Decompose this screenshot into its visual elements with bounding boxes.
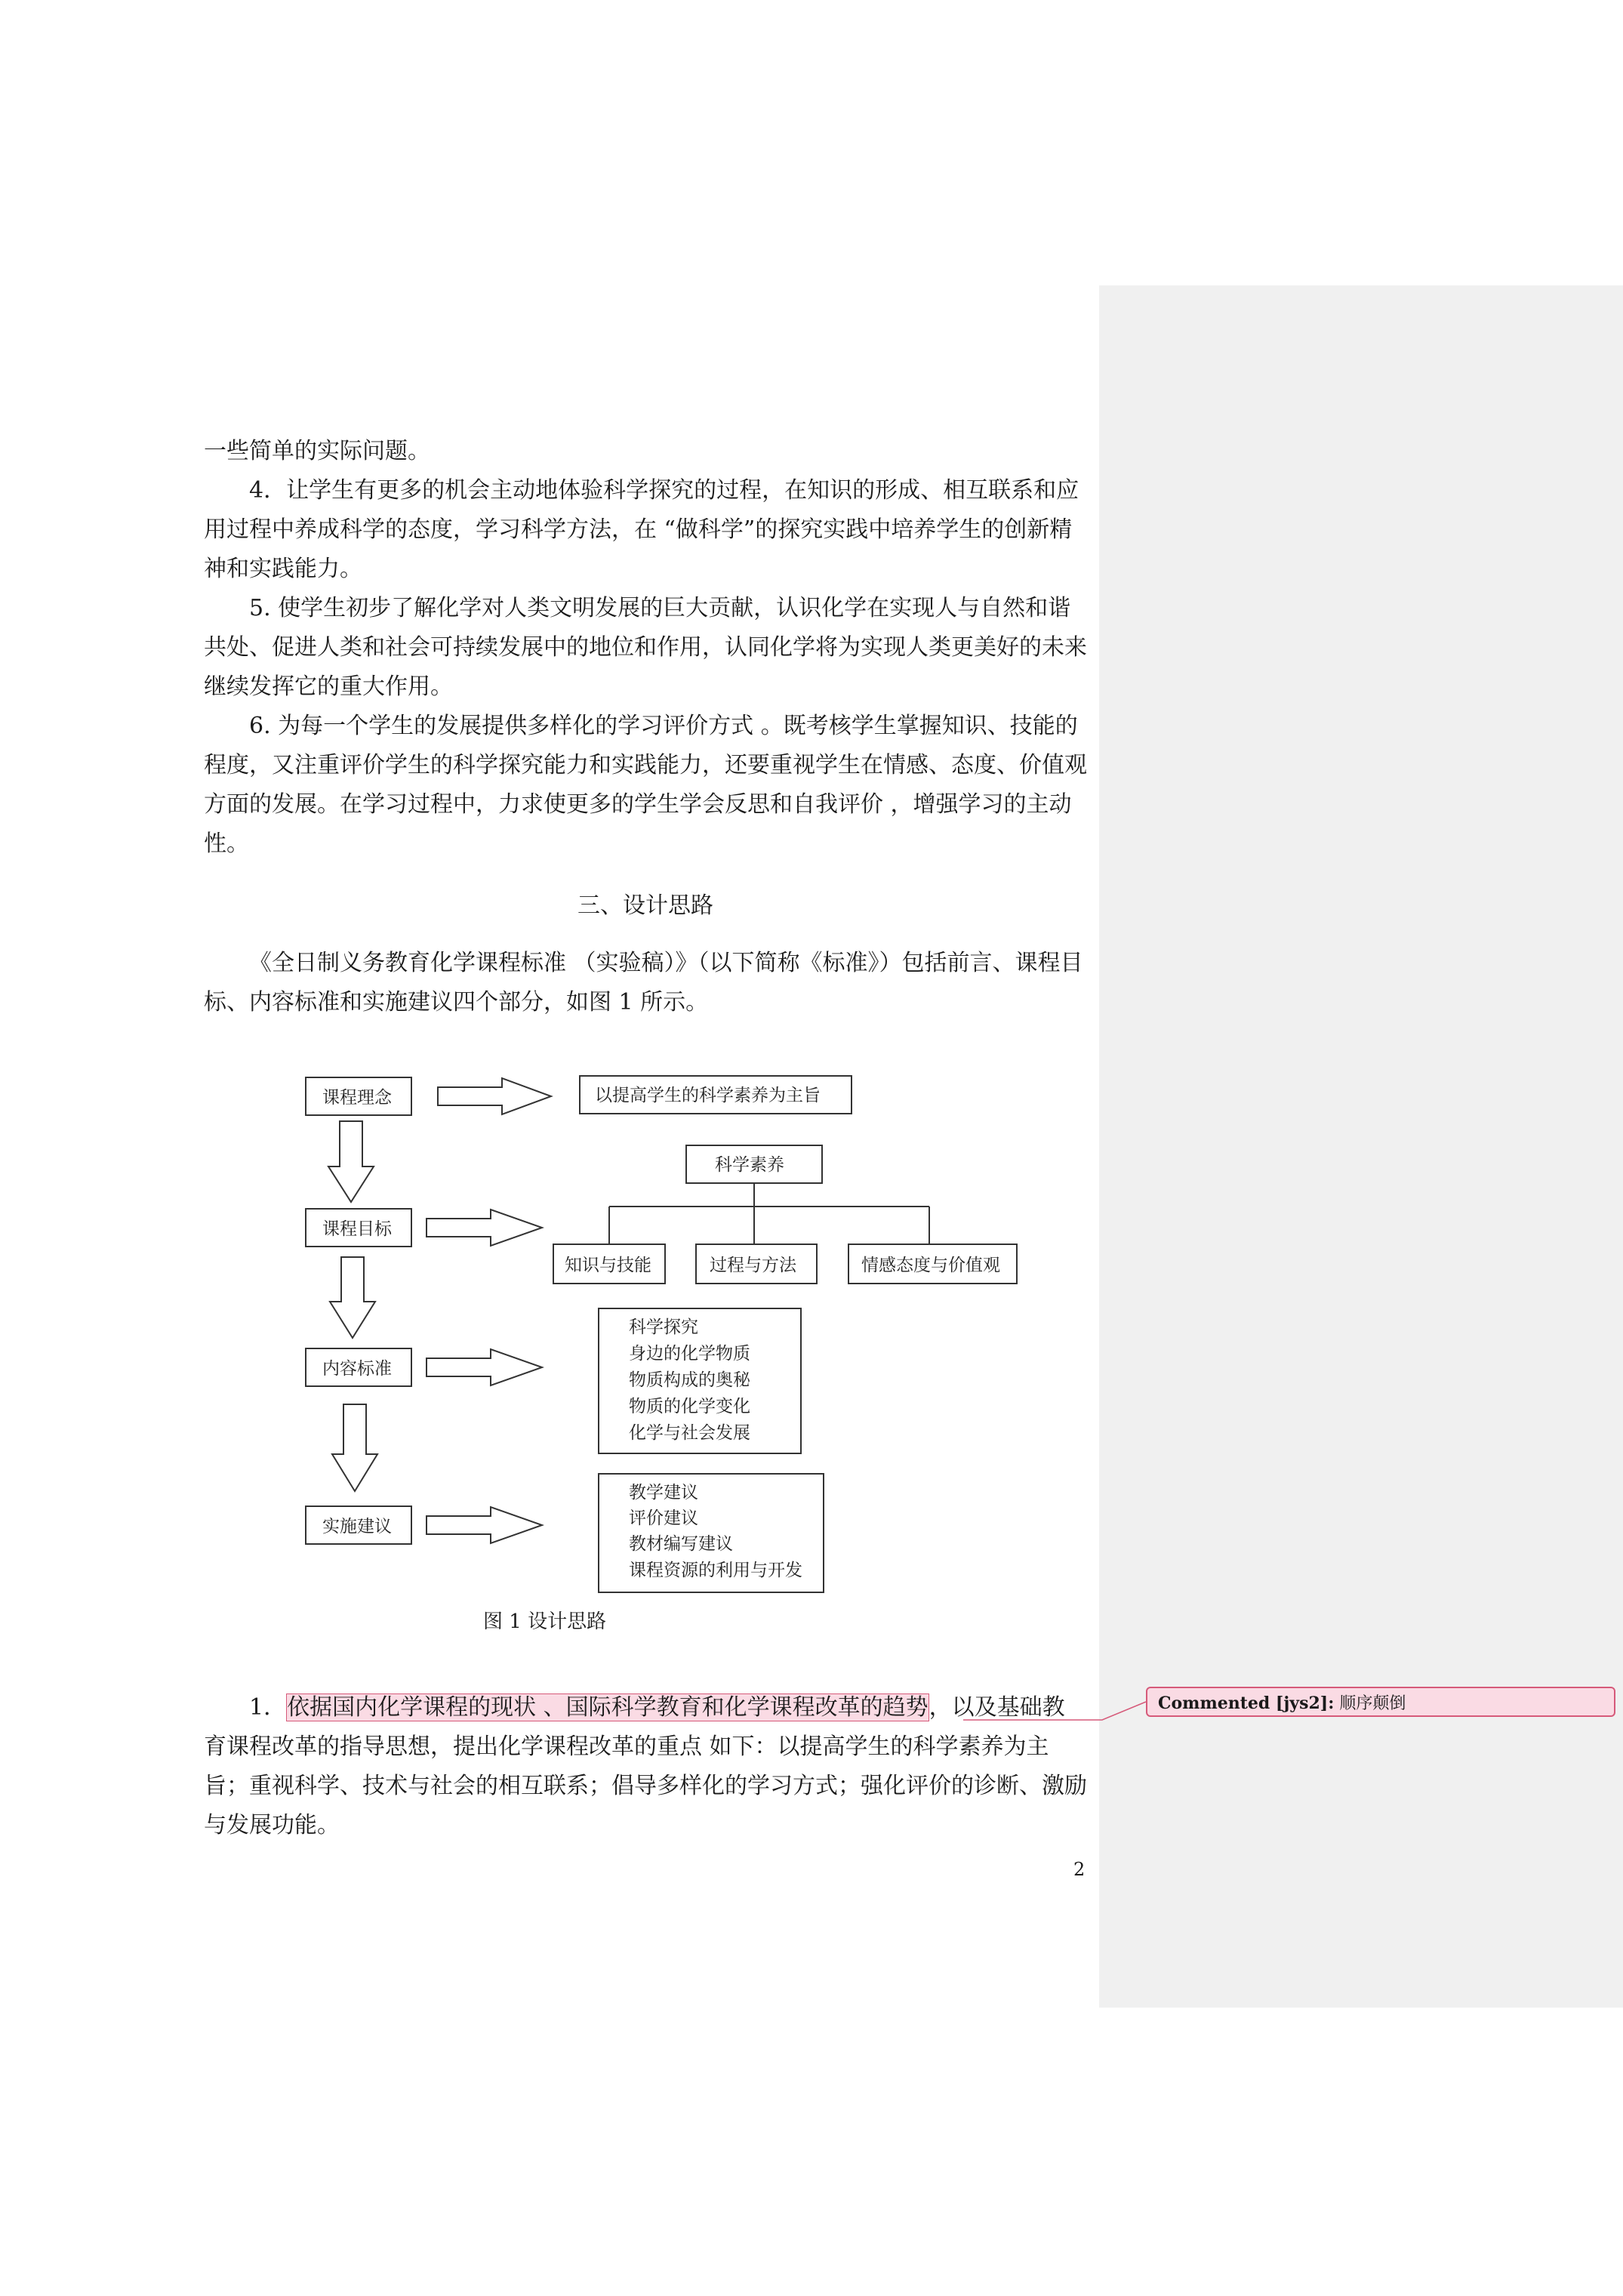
impl-item: 教学建议 (629, 1483, 698, 1502)
content-item: 物质的化学变化 (629, 1397, 750, 1416)
final-paragraph-rest: ，以及基础教育课程改革的指导思想，提出化学课程改革的重点 如下：以提高学生的科学素养为主旨；重视科学、技术与社会的相互联系；倡导多样化的学习方式；强化评价的诊断、激励与发展功能。 (204, 1694, 1087, 1838)
content-item: 物质构成的奥秘 (629, 1370, 750, 1390)
figure-caption: 图 1 设计思路 (483, 1610, 607, 1633)
impl-item: 课程资源的利用与开发 (629, 1561, 802, 1580)
diagram-knowledge: 知识与技能 (565, 1256, 651, 1275)
paragraph-6: 6. 为每一个学生的发展提供多样化的学习评价方式 。既考核学生掌握知识、技能的程度，又注重评价学生的科学探究能力和实践能力，还要重视学生在情感、态度、价值观方面的发展。在学习过程中，力求使更多的学生学会反思和自我评价 ，增强学习的主动性。 (204, 713, 1087, 857)
comment-balloon[interactable] (1146, 1687, 1615, 1717)
diagram-label-concept: 课程理念 (322, 1088, 392, 1108)
impl-item: 评价建议 (629, 1509, 698, 1528)
impl-item: 教材编写建议 (629, 1534, 733, 1554)
final-paragraph-number: 1． (249, 1694, 287, 1721)
diagram-attitude: 情感态度与价值观 (861, 1256, 1000, 1275)
intro-paragraph: 《全日制义务教育化学课程标准 （实验稿）》（以下简称《标准》）包括前言、课程目标、内容标准和实施建议四个部分，如图 1 所示。 (204, 950, 1083, 1015)
diagram-label-content: 内容标准 (322, 1359, 392, 1379)
comment-text: 顺序颠倒 (1339, 1694, 1406, 1713)
diagram-process: 过程与方法 (710, 1256, 796, 1275)
commented-text-highlight[interactable]: 依据国内化学课程的现状 、国际科学教育和化学课程改革的趋势 (287, 1694, 929, 1721)
final-paragraph (204, 1688, 1087, 1845)
diagram-label-goal: 课程目标 (322, 1219, 392, 1239)
diagram-literacy: 科学素养 (715, 1155, 784, 1175)
content-item: 科学探究 (629, 1318, 698, 1337)
section-heading: 三、设计思路 (577, 892, 713, 919)
content-item: 化学与社会发展 (629, 1423, 750, 1443)
paragraph-5: 5. 使学生初步了解化学对人类文明发展的巨大贡献，认识化学在实现人与自然和谐共处、促进人类和社会可持续发展中的地位和作用，认同化学将为实现人类更美好的未来继续发挥它的重大作用。 (204, 595, 1087, 700)
paragraph-0: 一些简单的实际问题。 (204, 438, 430, 464)
diagram-label-implement: 实施建议 (322, 1517, 392, 1536)
content-item: 身边的化学物质 (629, 1344, 750, 1364)
comment-label: Commented [jys2]: (1158, 1693, 1335, 1713)
paragraph-4: 4．让学生有更多的机会主动地体验科学探究的过程，在知识的形成、相互联系和应用过程中养成科学的态度，学习科学方法，在 “做科学”的探究实践中培养学生的创新精神和实践能力。 (204, 477, 1079, 582)
diagram-goal-text: 以提高学生的科学素养为主旨 (595, 1086, 821, 1105)
page-number: 2 (1073, 1859, 1086, 1880)
